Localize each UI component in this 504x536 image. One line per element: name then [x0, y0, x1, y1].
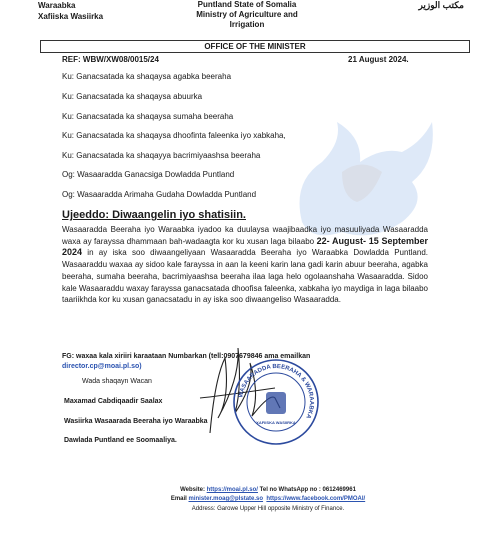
- header-left-line1: Waraabka: [38, 1, 76, 10]
- footer-email-link[interactable]: minister.moag@plstate.so: [188, 496, 264, 502]
- footer-line1: [118, 486, 418, 495]
- addressee-2: Ku: Ganacsatada ka shaqaysa abuurka: [62, 92, 203, 101]
- footer-website-label: Website:: [180, 487, 207, 493]
- signature-government: Dawlada Puntland ee Soomaaliya.: [64, 437, 177, 444]
- subject-line: Ujeeddo: Diwaangelin iyo shatisiin.: [62, 209, 246, 221]
- footer-email-label: Email: [170, 496, 189, 502]
- footer-website-link[interactable]: https://moai.pl.so/: [206, 487, 258, 493]
- header-center-line2: Ministry of Agriculture and: [196, 10, 298, 19]
- header-left: [38, 0, 103, 22]
- reference-number: REF: WBW/XW08/0015/24: [62, 55, 159, 64]
- addressee-6: Og: Wasaaradda Ganacsiga Dowladda Puntland: [62, 170, 235, 179]
- signature-name: Maxamad Cabdiqaadir Saalax: [64, 398, 163, 405]
- body-dates: 22- August- 15 September 2024: [62, 235, 428, 258]
- letter-date: 21 August 2024.: [348, 55, 409, 64]
- addressee-5: Ku: Ganacsatada ka shaqayya bacrimiyaashsa beeraha: [62, 151, 261, 160]
- official-seal-icon: [232, 358, 320, 446]
- footer-address: Address: Garowe Upper Hill opposite Ministry of Finance.: [191, 506, 345, 512]
- contact-prefix: FG: waxaa kala xiriiri karaataan Numbarkan (tell:0907679846 ama emailkan: [62, 353, 311, 360]
- contact-email-link[interactable]: director.cp@moai.pl.so): [62, 363, 142, 370]
- body-part1: Wasaaradda Beeraha iyo Waraabka iyadoo ka duulaysa waajibaadka iyo masuuliyada Wasaaradda waxa ay farayssa dhammaan bah-wadaagta kor ku xusan laga bilaabo: [62, 225, 428, 246]
- letter-body: [62, 224, 428, 306]
- footer-facebook-link[interactable]: https://www.facebook.com/PMOAI/: [266, 496, 366, 502]
- footer-phone: Tel no WhatsApp no : 0612469961: [257, 487, 356, 493]
- seal-inner-text: XAFIISKA WASIIRKA: [256, 420, 296, 425]
- addressee-7: Og: Wasaaradda Arimaha Gudaha Dowladda Puntland: [62, 190, 257, 199]
- footer-line2: [118, 495, 418, 504]
- header-left-line2: Xafiiska Wasiirka: [38, 12, 104, 21]
- addressee-1: Ku: Ganacsatada ka shaqaysa agabka beeraha: [62, 72, 232, 81]
- office-title: OFFICE OF THE MINISTER: [40, 40, 470, 53]
- header-right-arabic: مكتب الوزير: [418, 0, 464, 10]
- seal-outer-text: WASAARADDA BEERAHA & WARAABKA: [238, 363, 315, 420]
- signature-title: Wasiirka Wasaarada Beeraha iyo Waraabka: [64, 418, 208, 425]
- signature-greeting: Wada shaqayn Wacan: [82, 378, 152, 385]
- addressee-4: Ku: Ganacsatada ka shaqaysa dhoofinta faleenka iyo xabkaha,: [62, 131, 286, 140]
- body-part2: in ay iska soo diwaangeliyaan Wasaaradda Beeraha iyo Waraabka Dowladda Puntland. Wasaaraddu waxaa ay sidoo kale farayssa in aan la keeni karin lana gadi karin abuur beeraha, agabka beeraha, sumaha beeraha, bacrimiyaashsa beeraha ilaa laga helo ogolaanshaha Wasaaradda. Sidoo kale Wasaaraddu waxay farayssa ganacsatada dhoofisa faleenka, xabkaha iyo maydiga in laga bilaabo taariikhda kor ku xusan ganacsatadu in ay iska soo diwaangeliso Wasaaradda.: [62, 248, 428, 305]
- header-center: [172, 0, 322, 30]
- addressee-3: Ku: Ganacsatada ka shaqaysa sumaha beeraha: [62, 112, 234, 121]
- header-center-line1: Puntland State of Somalia: [197, 0, 297, 9]
- header-center-line3: Irrigation: [229, 20, 265, 29]
